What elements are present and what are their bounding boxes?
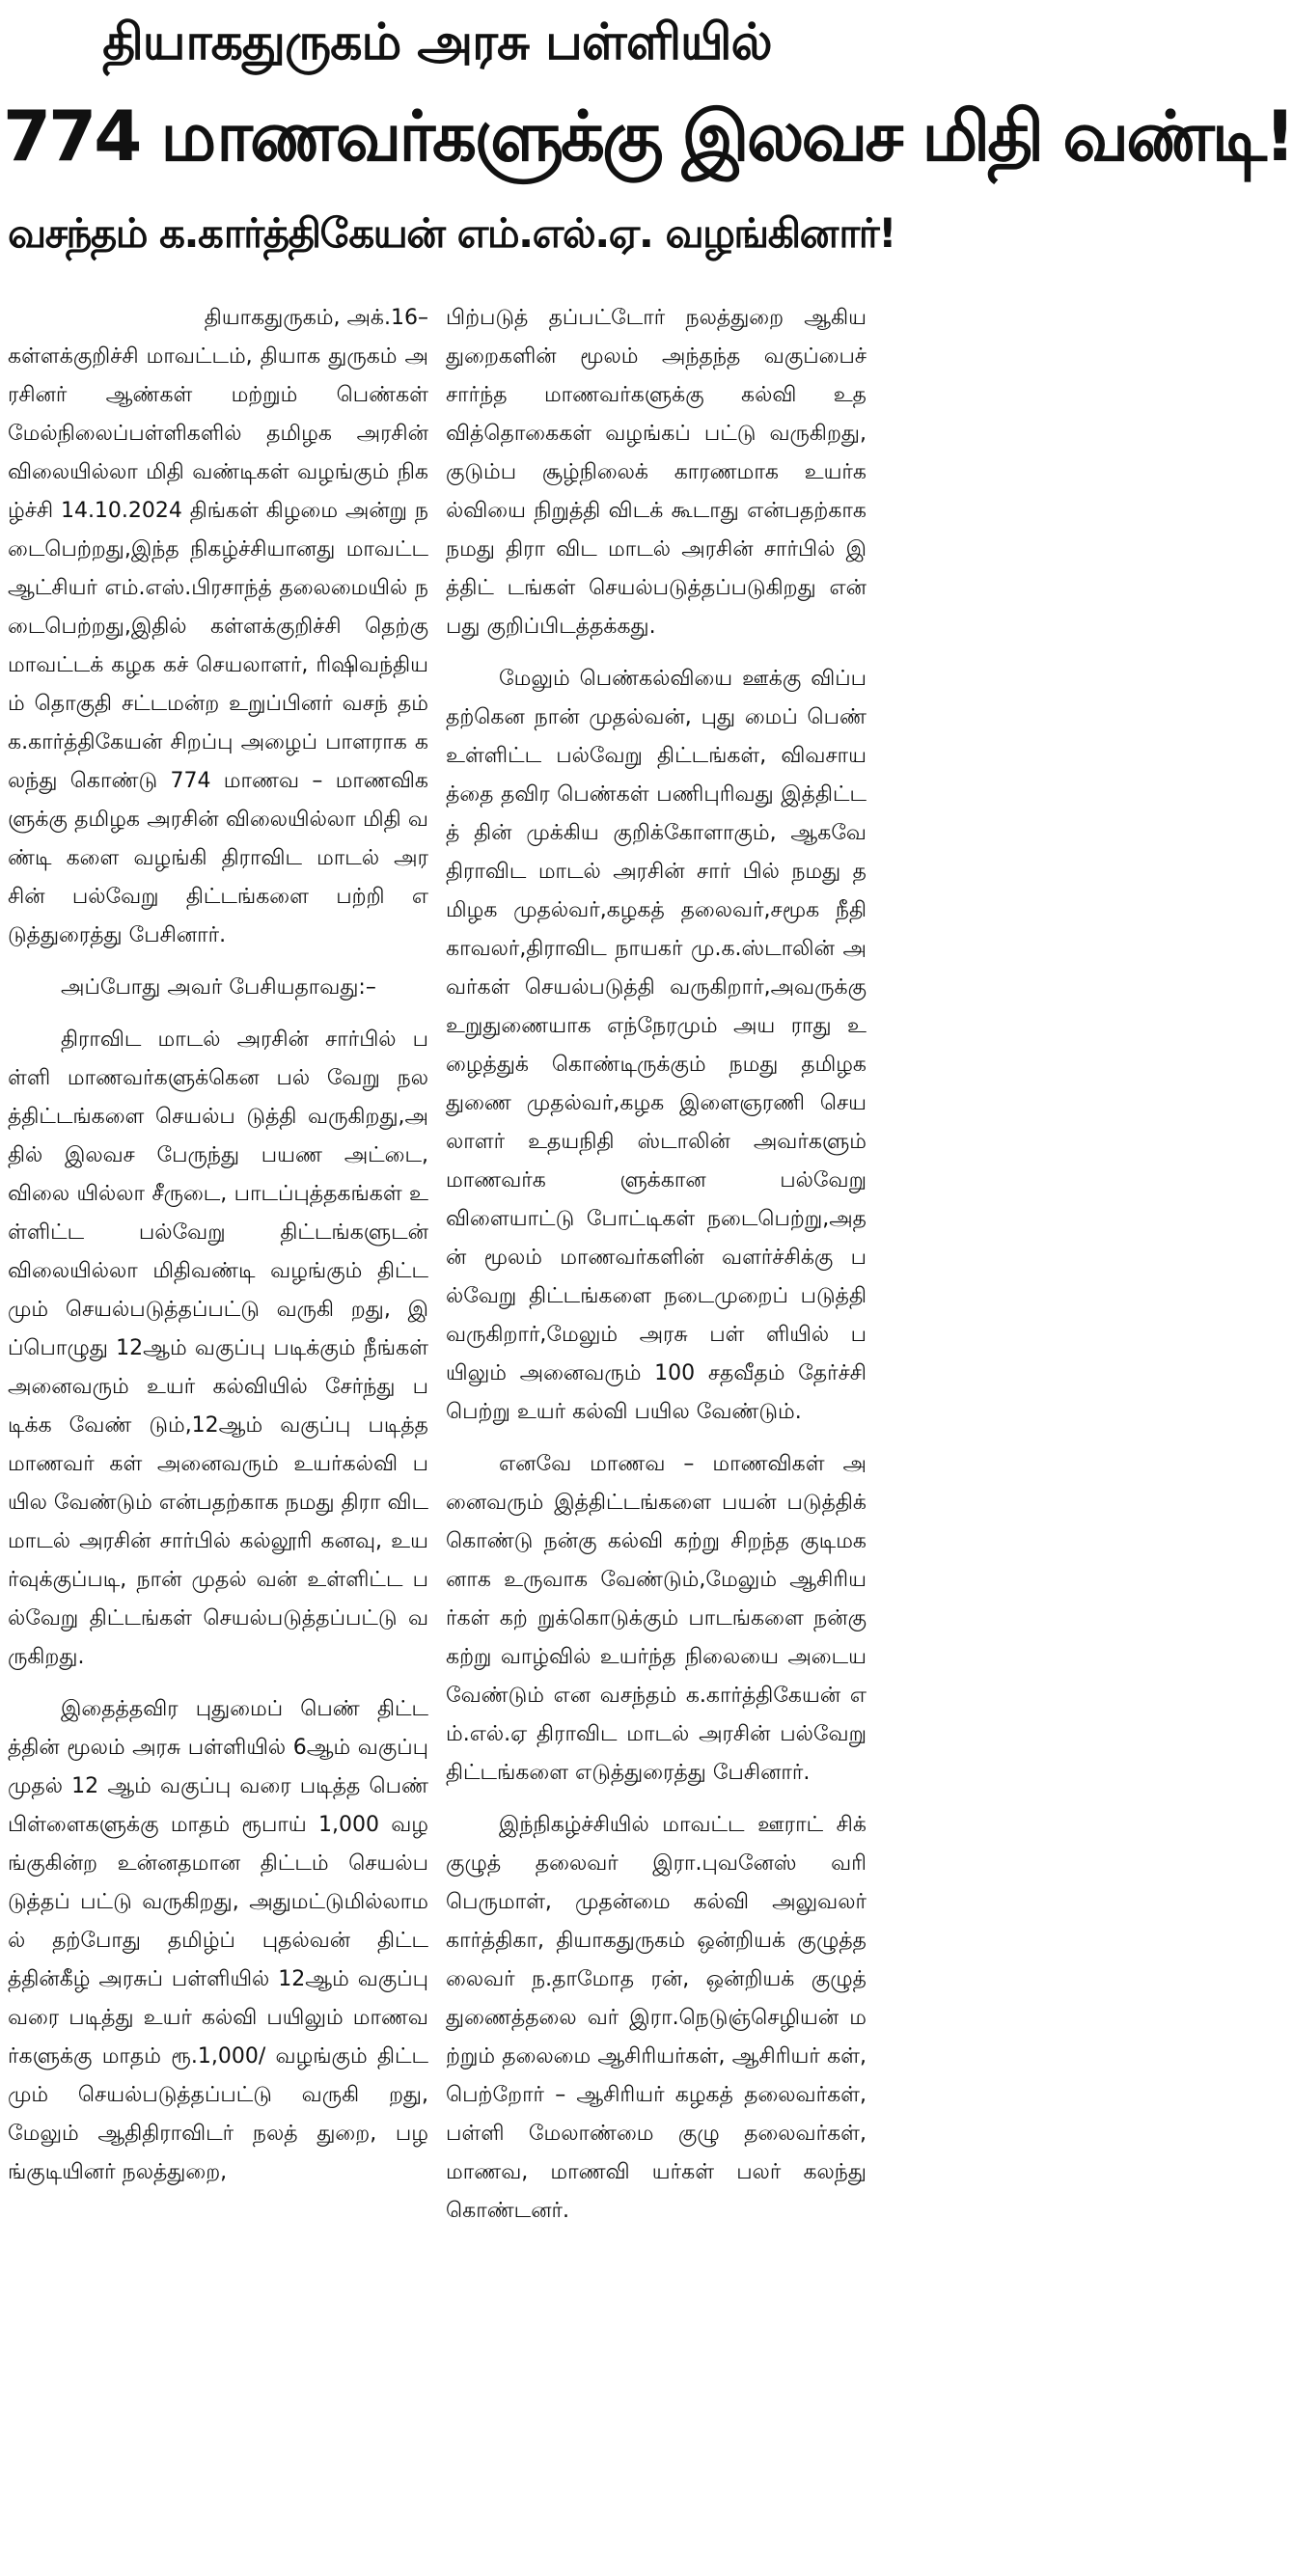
article-body	[8, 299, 867, 2568]
article-paragraph: அப்போது அவர் பேசியதாவது:–	[61, 975, 376, 1000]
article-column-left	[8, 299, 428, 2568]
article-column-right	[446, 299, 867, 2568]
headline-block	[0, 0, 1293, 274]
article-paragraph: இதைத்தவிர புதுமைப் பெண் திட்டத்தின் மூலம் அரசு பள்ளியில் 6ஆம் வகுப்பு முதல் 12 ஆம் வகுப்பு வரை படித்த பெண் பிள்ளைகளுக்கு மாதம் ரூபாய் 1,000 வழங்குகின்ற உன்னதமான திட்டம் செயல்படுத்தப் பட்டு வருகிறது, அதுமட்டுமில்லாமல் தற்போது தமிழ்ப் புதல்வன் திட்டத்தின்கீழ் அரசுப் பள்ளியில் 12ஆம் வகுப்பு வரை படித்து உயர் கல்வி பயிலும் மாணவர்களுக்கு மாதம் ரூ.1,000/ வழங்கும் திட்டமும் செயல்படுத்தப்பட்டு வருகி றது,மேலும் ஆதிதிராவிடர் நலத் துறை, பழங்குடியினர் நலத்துறை,	[8, 1697, 428, 2184]
article-paragraph: திராவிட மாடல் அரசின் சார்பில் பள்ளி மாணவர்களுக்கென பல் வேறு நலத்திட்டங்களை செயல்ப டுத்தி வருகிறது,அதில் இலவச பேருந்து பயண அட்டை, விலை யில்லா சீருடை, பாடப்புத்தகங்கள் உள்ளிட்ட பல்வேறு திட்டங்களுடன் விலையில்லா மிதிவண்டி வழங்கும் திட்டமும் செயல்படுத்தப்பட்டு வருகி றது, இப்பொழுது 12ஆம் வகுப்பு படிக்கும் நீங்கள் அனைவரும் உயர் கல்வியில் சேர்ந்து படிக்க வேண் டும்,12ஆம் வகுப்பு படித்த மாணவர் கள் அனைவரும் உயர்கல்வி பயில வேண்டும் என்பதற்காக நமது திரா விட மாடல் அரசின் சார்பில் கல்லூரி கனவு, உயர்வுக்குப்படி, நான் முதல் வன் உள்ளிட்ட பல்வேறு திட்டங்கள் செயல்படுத்தப்பட்டு வருகிறது.	[8, 1028, 428, 1669]
article-paragraph: எனவே மாணவ – மாணவிகள் அனைவரும் இத்திட்டங்களை பயன் படுத்திக் கொண்டு நன்கு கல்வி கற்று சிறந்த குடிமகனாக உருவாக வேண்டும்,மேலும் ஆசிரியர்கள் கற் றுக்கொடுக்கும் பாடங்களை நன்கு கற்று வாழ்வில் உயர்ந்த நிலையை அடைய வேண்டும் என வசந்தம் க.கார்த்திகேயன் எம்.எல்.ஏ திராவிட மாடல் அரசின் பல்வேறு திட்டங்களை எடுத்துரைத்து பேசினார்.	[446, 1452, 867, 1785]
article-paragraph: கள்ளக்குறிச்சி மாவட்டம், தியாக துருகம் அரசினர் ஆண்கள் மற்றும் பெண்கள் மேல்நிலைப்பள்ளிகளில் தமிழக அரசின் விலையில்லா மிதி வண்டிகள் வழங்கும் நிகழ்ச்சி 14.10.2024 திங்கள் கிழமை அன்று நடைபெற்றது,இந்த நிகழ்ச்சியானது மாவட்ட ஆட்சியர் எம்.எஸ்.பிரசாந்த் தலைமையில் நடைபெற்றது,இதில் கள்ளக்குறிச்சி தெற்கு மாவட்டக் கழக கச் செயலாளர், ரிஷிவந்தியம் தொகுதி சட்டமன்ற உறுப்பினர் வசந் தம் க.கார்த்திகேயன் சிறப்பு அழைப் பாளராக கலந்து கொண்டு 774 மாணவ – மாணவிகளுக்கு தமிழக அரசின் விலையில்லா மிதி வண்டி களை வழங்கி திராவிட மாடல் அர சின் பல்வேறு திட்டங்களை பற்றி எடுத்துரைத்து பேசினார்.	[8, 344, 428, 947]
article-paragraph: மேலும் பெண்கல்வியை ஊக்கு விப்பதற்கென நான் முதல்வன், புது மைப் பெண் உள்ளிட்ட பல்வேறு திட்டங்கள், விவசாயத்தை தவிர பெண்கள் பணிபுரிவது இத்திட்டத் தின் முக்கிய குறிக்கோளாகும், ஆகவே திராவிட மாடல் அரசின் சார் பில் நமது தமிழக முதல்வர்,கழகத் தலைவர்,சமூக நீதி காவலர்,திராவிட நாயகர் மு.க.ஸ்டாலின் அவர்கள் செயல்படுத்தி வருகிறார்,அவருக்கு உறுதுணையாக எந்நேரமும் அய ராது உழைத்துக் கொண்டிருக்கும் நமது தமிழக துணை முதல்வர்,கழக இளைஞரணி செயலாளர் உதயநிதி ஸ்டாலின் அவர்களும் மாணவர்க ளுக்கான பல்வேறு விளையாட்டு போட்டிகள் நடைபெற்று,அதன் மூலம் மாணவர்களின் வளர்ச்சிக்கு பல்வேறு திட்டங்களை நடைமுறைப் படுத்தி வருகிறார்,மேலும் அரசு பள் ளியில் பயிலும் அனைவரும் 100 சதவீதம் தேர்ச்சி பெற்று உயர் கல்வி பயில வேண்டும்.	[446, 667, 867, 1424]
headline-deck: வசந்தம் க.கார்த்திகேயன் எம்.எல்.ஏ. வழங்கினார்!	[8, 209, 895, 257]
headline-main: 774 மாணவர்களுக்கு இலவச மிதி வண்டி!	[3, 96, 1293, 177]
article-dateline: தியாகதுருகம், அக்.16–	[204, 306, 428, 330]
headline-kicker: தியாகதுருகம் அரசு பள்ளியில்	[102, 14, 772, 71]
article-paragraph: இந்நிகழ்ச்சியில் மாவட்ட ஊராட் சிக் குழுத் தலைவர் இரா.புவனேஸ் வரி பெருமாள், முதன்மை கல்வி அலுவலர் கார்த்திகா, தியாகதுருகம் ஒன்றியக் குழுத்தலைவர் ந.தாமோத ரன், ஒன்றியக் குழுத் துணைத்தலை வர் இரா.நெடுஞ்செழியன் மற்றும் தலைமை ஆசிரியர்கள், ஆசிரியர் கள், பெற்றோர் – ஆசிரியர் கழகத் தலைவர்கள், பள்ளி மேலாண்மை குழு தலைவர்கள், மாணவ, மாணவி யர்கள் பலர் கலந்து கொண்டனர்.	[446, 1813, 867, 2223]
article-paragraph: பிற்படுத் தப்பட்டோர் நலத்துறை ஆகிய துறைகளின் மூலம் அந்தந்த வகுப்பைச் சார்ந்த மாணவர்களுக்கு கல்வி உதவித்தொகைகள் வழங்கப் பட்டு வருகிறது,குடும்ப சூழ்நிலைக் காரணமாக உயர்கல்வியை நிறுத்தி விடக் கூடாது என்பதற்காக நமது திரா விட மாடல் அரசின் சார்பில் இத்திட் டங்கள் செயல்படுத்தப்படுகிறது என் பது குறிப்பிடத்தக்கது.	[446, 306, 867, 639]
